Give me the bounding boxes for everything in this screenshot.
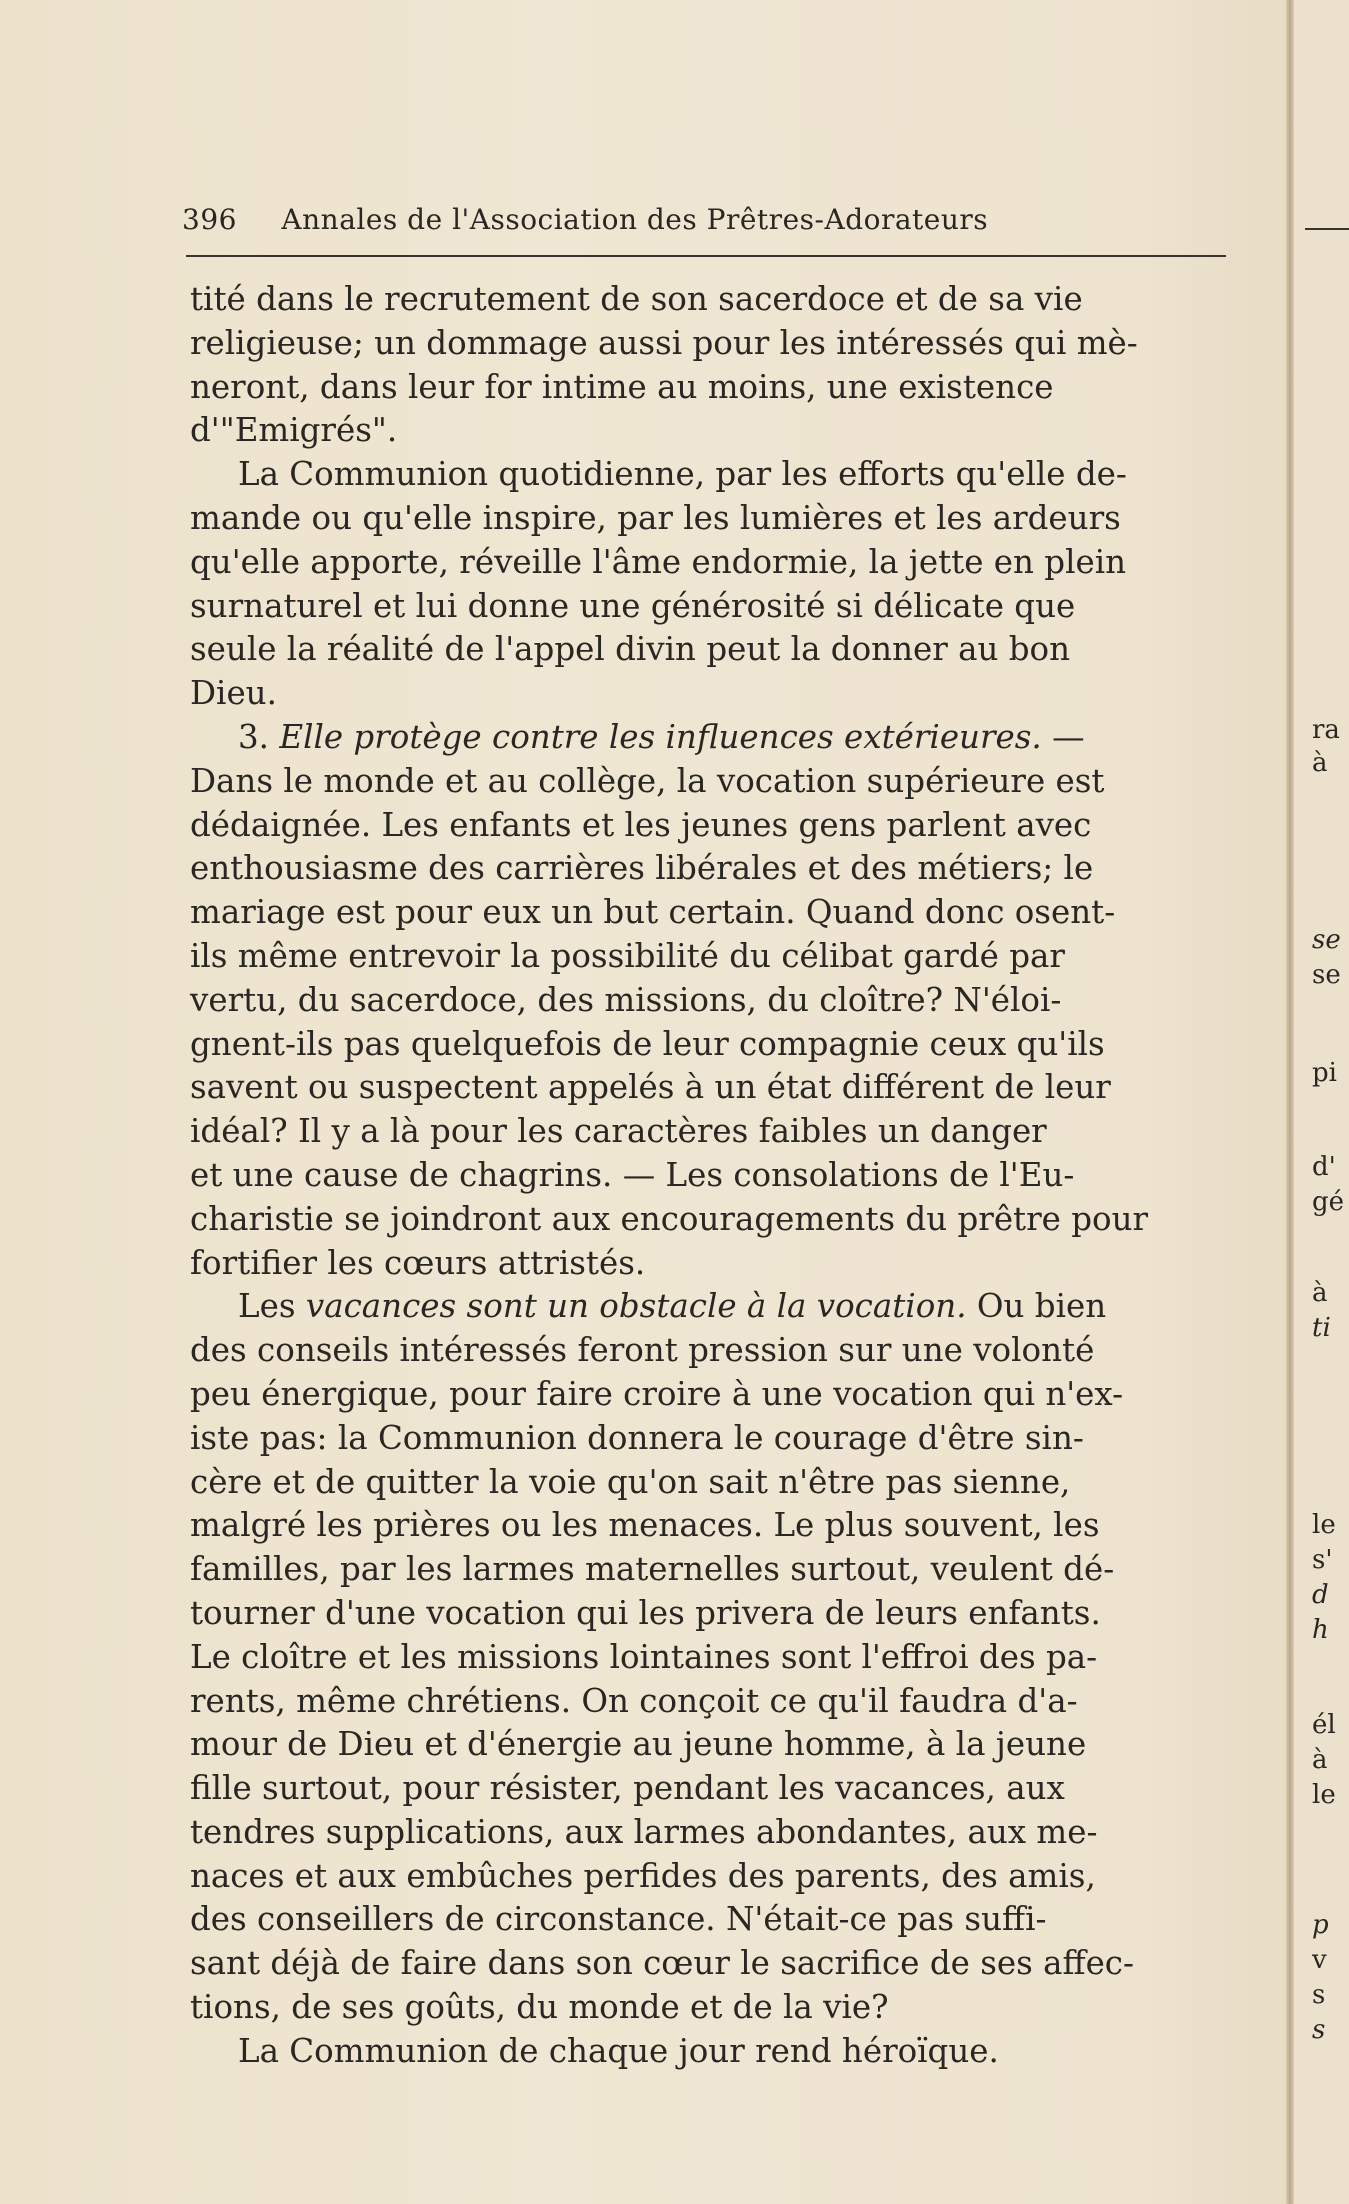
text-line-main: fille surtout, pour résister, pendant les vacances, aux bbox=[190, 1769, 1065, 1808]
facing-page-edge bbox=[1294, 0, 1349, 2204]
text-line bbox=[190, 979, 1250, 1023]
text-line-main: cère et de quitter la voie qu'on sait n'être pas sienne, bbox=[190, 1462, 1071, 1501]
facing-page-fragment: s' bbox=[1312, 1545, 1333, 1575]
text-line bbox=[190, 1242, 1250, 1286]
facing-page-fragment: à bbox=[1312, 1745, 1328, 1775]
running-header bbox=[182, 203, 1232, 236]
running-title: Annales de l'Association des Prêtres-Adorateurs bbox=[281, 203, 989, 236]
text-line bbox=[190, 672, 1250, 716]
text-line-main: malgré les prières ou les menaces. Le plus souvent, les bbox=[190, 1506, 1100, 1545]
text-line bbox=[190, 541, 1250, 585]
text-line bbox=[190, 716, 1250, 760]
text-line-main: idéal? Il y a là pour les caractères faibles un danger bbox=[190, 1112, 1047, 1151]
text-line bbox=[190, 366, 1250, 410]
text-line bbox=[190, 1504, 1250, 1548]
text-line bbox=[190, 1592, 1250, 1636]
text-line-main: fortifier les cœurs attristés. bbox=[190, 1243, 646, 1282]
facing-page-fragment: se bbox=[1312, 925, 1341, 955]
text-line-main: peu énergique, pour faire croire à une vocation qui n'ex- bbox=[190, 1374, 1124, 1413]
text-line bbox=[190, 585, 1250, 629]
text-line-main: des conseillers de circonstance. N'était-ce pas suffi- bbox=[190, 1900, 1047, 1939]
text-line-main: surnaturel et lui donne une générosité si délicate que bbox=[190, 586, 1076, 625]
text-line-main: iste pas: la Communion donnera le courage d'être sin- bbox=[190, 1418, 1084, 1457]
text-line-main: d'"Emigrés". bbox=[190, 411, 398, 450]
text-line-italic: vacances sont un obstacle à la vocation. bbox=[305, 1287, 967, 1326]
text-line bbox=[190, 804, 1250, 848]
text-line bbox=[190, 278, 1250, 322]
text-line-main: rents, même chrétiens. On conçoit ce qu'il faudra d'a- bbox=[190, 1681, 1078, 1720]
text-line-main: Dans le monde et au collège, la vocation supérieure est bbox=[190, 761, 1105, 800]
facing-page-fragment: gé bbox=[1312, 1187, 1345, 1217]
text-line bbox=[190, 1942, 1250, 1986]
text-line bbox=[190, 1767, 1250, 1811]
text-line-main: religieuse; un dommage aussi pour les intéressés qui mè- bbox=[190, 323, 1138, 362]
text-line bbox=[190, 1855, 1250, 1899]
text-line-main: seule la réalité de l'appel divin peut la donner au bon bbox=[190, 630, 1071, 669]
text-line bbox=[190, 1680, 1250, 1724]
text-line bbox=[190, 453, 1250, 497]
facing-page-fragment: él bbox=[1312, 1710, 1336, 1740]
facing-page-fragment: ra bbox=[1312, 715, 1340, 745]
text-line-main: tendres supplications, aux larmes abondantes, aux me- bbox=[190, 1812, 1098, 1851]
text-line bbox=[190, 322, 1250, 366]
text-line-tail: — bbox=[1041, 717, 1085, 756]
text-line-main: La Communion de chaque jour rend héroïque. bbox=[238, 2031, 999, 2070]
text-line-main: ils même entrevoir la possibilité du célibat gardé par bbox=[190, 936, 1065, 975]
facing-page-fragment: pi bbox=[1312, 1058, 1337, 1088]
text-line-main: La Communion quotidienne, par les efforts qu'elle de- bbox=[238, 455, 1127, 494]
text-line bbox=[190, 1636, 1250, 1680]
text-line bbox=[190, 760, 1250, 804]
text-line-main: et une cause de chagrins. — Les consolations de l'Eu- bbox=[190, 1155, 1075, 1194]
text-line bbox=[190, 2030, 1250, 2074]
text-line bbox=[190, 1023, 1250, 1067]
text-line bbox=[190, 1285, 1250, 1329]
facing-page-fragment: à bbox=[1312, 1278, 1328, 1308]
text-line-main: des conseils intéressés feront pression sur une volonté bbox=[190, 1331, 1095, 1370]
text-line bbox=[190, 1417, 1250, 1461]
text-line-main: familles, par les larmes maternelles surtout, veulent dé- bbox=[190, 1550, 1115, 1589]
text-line bbox=[190, 1373, 1250, 1417]
facing-page-fragment: v bbox=[1312, 1945, 1327, 1975]
header-rule bbox=[186, 255, 1226, 257]
text-line bbox=[190, 409, 1250, 453]
body-text bbox=[190, 278, 1250, 2074]
text-line-main: dédaignée. Les enfants et les jeunes gens parlent avec bbox=[190, 805, 1092, 844]
text-line bbox=[190, 891, 1250, 935]
text-line-main: gnent-ils pas quelquefois de leur compagnie ceux qu'ils bbox=[190, 1024, 1105, 1063]
facing-page-fragment: à bbox=[1312, 748, 1328, 778]
text-line-main: sant déjà de faire dans son cœur le sacrifice de ses affec- bbox=[190, 1944, 1134, 1983]
facing-page-fragment: d' bbox=[1312, 1152, 1336, 1182]
text-line bbox=[190, 1329, 1250, 1373]
text-line bbox=[190, 1066, 1250, 1110]
facing-page-fragment: se bbox=[1312, 960, 1341, 990]
facing-page-fragment: h bbox=[1312, 1615, 1329, 1645]
text-line bbox=[190, 497, 1250, 541]
text-line bbox=[190, 847, 1250, 891]
text-line-main: tourner d'une vocation qui les privera de leurs enfants. bbox=[190, 1593, 1101, 1632]
facing-page-fragment: p bbox=[1312, 1910, 1329, 1940]
text-line-main: Les bbox=[238, 1287, 306, 1326]
text-line-main: savent ou suspectent appelés à un état différent de leur bbox=[190, 1068, 1111, 1107]
text-line-main: mariage est pour eux un but certain. Quand donc osent- bbox=[190, 893, 1116, 932]
text-line-main: vertu, du sacerdoce, des missions, du cloître? N'éloi- bbox=[190, 980, 1062, 1019]
text-line bbox=[190, 1198, 1250, 1242]
facing-page-fragment: s bbox=[1312, 2015, 1326, 2045]
text-line-main: naces et aux embûches perfides des parents, des amis, bbox=[190, 1856, 1096, 1895]
text-line-main: Le cloître et les missions lointaines sont l'effroi des pa- bbox=[190, 1637, 1098, 1676]
text-line-main: qu'elle apporte, réveille l'âme endormie, la jette en plein bbox=[190, 542, 1127, 581]
facing-page-fragment: d bbox=[1312, 1580, 1329, 1610]
text-line-italic: Elle protège contre les influences extérieures. bbox=[279, 717, 1042, 756]
text-line bbox=[190, 1898, 1250, 1942]
text-line bbox=[190, 1461, 1250, 1505]
text-line bbox=[190, 1986, 1250, 2030]
facing-header-rule bbox=[1305, 228, 1349, 230]
text-line bbox=[190, 1110, 1250, 1154]
facing-page-fragment: ti bbox=[1312, 1313, 1331, 1343]
text-line bbox=[190, 628, 1250, 672]
text-line-main: Dieu. bbox=[190, 674, 277, 713]
facing-page-fragment: le bbox=[1312, 1780, 1336, 1810]
text-line bbox=[190, 935, 1250, 979]
text-line-main: mande ou qu'elle inspire, par les lumières et les ardeurs bbox=[190, 498, 1121, 537]
text-line bbox=[190, 1723, 1250, 1767]
facing-page-fragment: s bbox=[1312, 1980, 1326, 2010]
text-line bbox=[190, 1548, 1250, 1592]
text-line-main: neront, dans leur for intime au moins, une existence bbox=[190, 367, 1054, 406]
text-line-main: 3. bbox=[238, 717, 280, 756]
text-line-main: tité dans le recrutement de son sacerdoce et de sa vie bbox=[190, 280, 1083, 318]
facing-page-fragment: le bbox=[1312, 1510, 1336, 1540]
text-line-main: charistie se joindront aux encouragements du prêtre pour bbox=[190, 1199, 1149, 1238]
text-line-main: mour de Dieu et d'énergie au jeune homme, à la jeune bbox=[190, 1725, 1087, 1764]
page-number: 396 bbox=[182, 203, 237, 236]
text-line bbox=[190, 1811, 1250, 1855]
text-line-main: enthousiasme des carrières libérales et des métiers; le bbox=[190, 849, 1094, 888]
text-line-tail: Ou bien bbox=[966, 1287, 1107, 1326]
text-line-main: tions, de ses goûts, du monde et de la vie? bbox=[190, 1988, 889, 2027]
text-line bbox=[190, 1154, 1250, 1198]
book-gutter bbox=[1286, 0, 1294, 2204]
